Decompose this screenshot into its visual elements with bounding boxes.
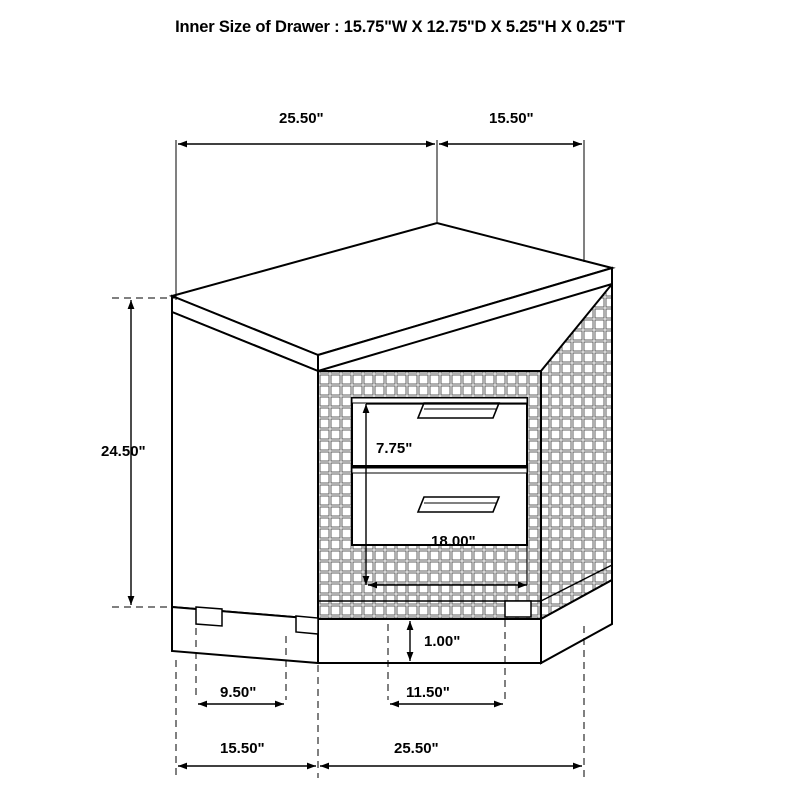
dim-drawer-width: 18.00" bbox=[431, 533, 476, 550]
dim-left-height: 24.50" bbox=[101, 443, 146, 460]
drawer-handle-lower bbox=[418, 497, 499, 512]
dim-drawer-height: 7.75" bbox=[376, 440, 413, 457]
dim-foot-right-width: 11.50" bbox=[406, 684, 450, 701]
dim-leg-height: 1.00" bbox=[424, 633, 461, 650]
dim-top-right-depth: 15.50" bbox=[489, 110, 534, 127]
dim-top-left-width: 25.50" bbox=[279, 110, 324, 127]
dim-bottom-left-width: 15.50" bbox=[220, 740, 265, 757]
drawer-handle-upper bbox=[418, 403, 499, 418]
page-title: Inner Size of Drawer : 15.75"W X 12.75"D X 5.25"H X 0.25"T bbox=[175, 18, 625, 36]
dim-foot-left-width: 9.50" bbox=[220, 684, 257, 701]
dim-bottom-right-width: 25.50" bbox=[394, 740, 439, 757]
